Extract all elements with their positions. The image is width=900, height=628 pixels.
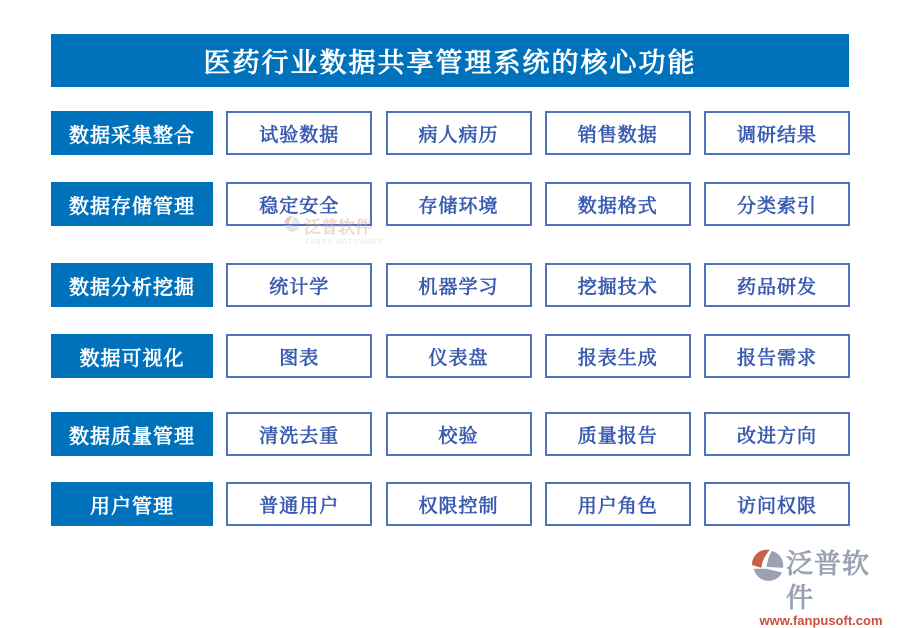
row-data-storage <box>51 182 850 226</box>
row-data-analysis <box>51 263 850 307</box>
feature-item: 机器学习 <box>386 263 532 307</box>
row-data-quality <box>51 412 850 456</box>
feature-item: 质量报告 <box>545 412 691 456</box>
feature-item: 药品研发 <box>704 263 850 307</box>
category-data-visualization: 数据可视化 <box>51 334 213 378</box>
feature-item: 稳定安全 <box>226 182 372 226</box>
feature-item: 清洗去重 <box>226 412 372 456</box>
feature-item: 病人病历 <box>386 111 532 155</box>
feature-item: 图表 <box>226 334 372 378</box>
feature-item: 挖掘技术 <box>545 263 691 307</box>
feature-item: 报告需求 <box>704 334 850 378</box>
title-bar <box>51 34 849 87</box>
row-user-management <box>51 482 850 526</box>
feature-item: 销售数据 <box>545 111 691 155</box>
row-data-collection <box>51 111 850 155</box>
category-data-collection-integration: 数据采集整合 <box>51 111 213 155</box>
feature-item: 存储环境 <box>386 182 532 226</box>
page-title: 医药行业数据共享管理系统的核心功能 <box>203 48 697 78</box>
category-data-analysis-mining: 数据分析挖掘 <box>51 263 213 307</box>
category-user-management: 用户管理 <box>51 482 213 526</box>
feature-item: 校验 <box>386 412 532 456</box>
feature-item: 仪表盘 <box>386 334 532 378</box>
feature-item: 数据格式 <box>545 182 691 226</box>
feature-item: 权限控制 <box>386 482 532 526</box>
feature-item: 普通用户 <box>226 482 372 526</box>
watermark-brand-en-text: FANPU SOFTWARE <box>305 239 384 246</box>
feature-item: 改进方向 <box>704 412 850 456</box>
feature-item: 统计学 <box>226 263 372 307</box>
feature-item: 分类索引 <box>704 182 850 226</box>
category-data-quality-management: 数据质量管理 <box>51 412 213 456</box>
feature-item: 调研结果 <box>704 111 850 155</box>
feature-item: 报表生成 <box>545 334 691 378</box>
fanpu-logo-icon <box>750 547 784 588</box>
feature-item: 用户角色 <box>545 482 691 526</box>
feature-item: 访问权限 <box>704 482 850 526</box>
logo-brand-text: 泛普软件 <box>786 549 870 613</box>
logo-url-text: www.fanpusoft.com <box>759 613 883 628</box>
feature-item: 试验数据 <box>226 111 372 155</box>
fanpu-logo <box>750 547 892 628</box>
watermark-brand-text: 泛普软件 <box>304 218 372 237</box>
category-data-storage-management: 数据存储管理 <box>51 182 213 226</box>
row-data-visualization <box>51 334 850 378</box>
